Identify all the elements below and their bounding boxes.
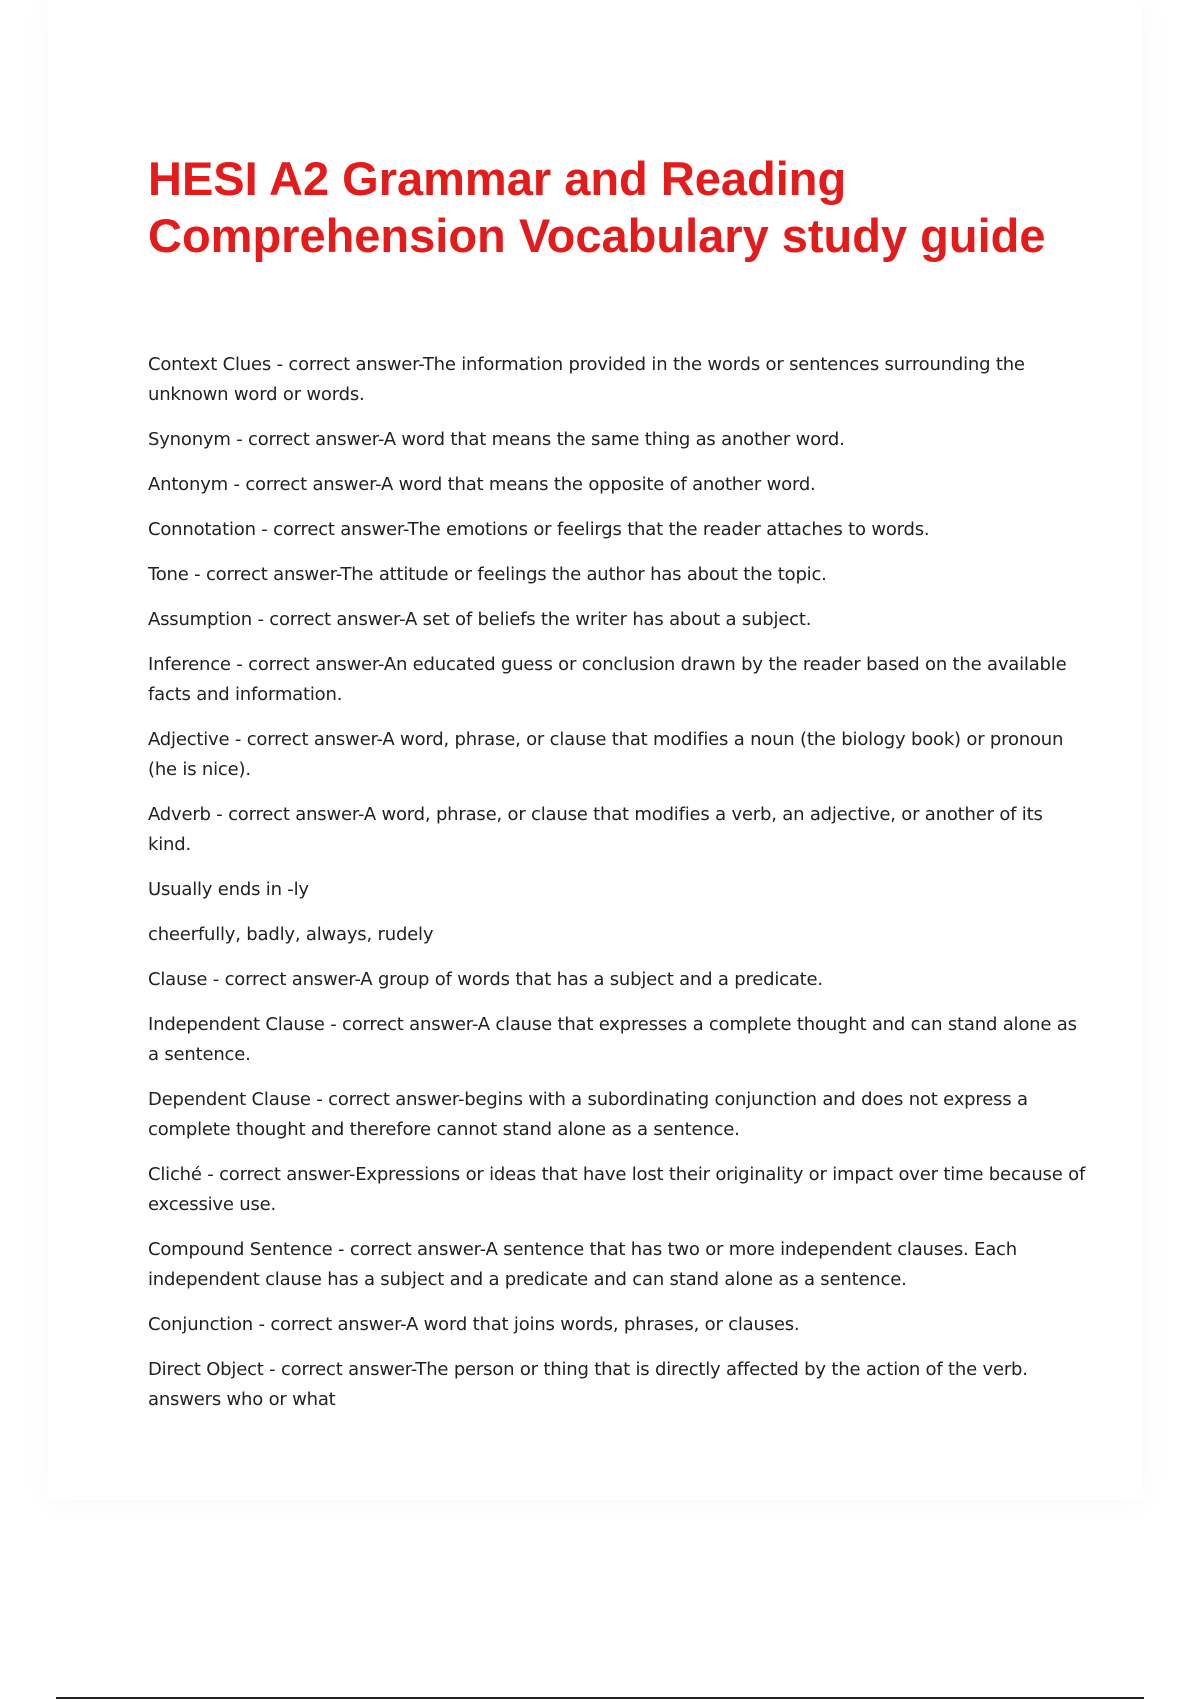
title-line-1: HESI A2 Grammar and Reading: [148, 152, 847, 205]
vocabulary-note: Usually ends in -ly: [148, 879, 309, 900]
vocabulary-entry: Adverb - correct answer-A word, phrase, or clause that modifies a verb, an adjective, or another of its kind.: [148, 804, 1043, 855]
bottom-divider: [56, 1697, 1144, 1699]
vocabulary-entry: Dependent Clause - correct answer-begins with a subordinating conjunction and does not express a complete thought and therefore cannot stand alone as a sentence.: [148, 1089, 1028, 1140]
vocabulary-entry: Tone - correct answer-The attitude or feelings the author has about the topic.: [148, 564, 827, 585]
vocabulary-entry: Clause - correct answer-A group of words that has a subject and a predicate.: [148, 969, 823, 990]
vocabulary-entry: Context Clues - correct answer-The information provided in the words or sentences surrounding the unknown word or words.: [148, 354, 1025, 405]
vocabulary-entry: Adjective - correct answer-A word, phrase, or clause that modifies a noun (the biology book) or pronoun (he is nice).: [148, 729, 1064, 780]
vocabulary-entry: Cliché - correct answer-Expressions or ideas that have lost their originality or impact over time because of excessive use.: [148, 1164, 1086, 1215]
vocabulary-entry: Inference - correct answer-An educated guess or conclusion drawn by the reader based on the available facts and information.: [148, 654, 1067, 705]
vocabulary-entry: Compound Sentence - correct answer-A sentence that has two or more independent clauses. Each independent clause has a subject and a predicate and can stand alone as a sentence.: [148, 1239, 1017, 1290]
vocabulary-entry: Synonym - correct answer-A word that means the same thing as another word.: [148, 429, 845, 450]
vocabulary-entry: Direct Object - correct answer-The person or thing that is directly affected by the action of the verb. answers who or what: [148, 1359, 1028, 1410]
vocabulary-entry: Assumption - correct answer-A set of beliefs the writer has about a subject.: [148, 609, 812, 630]
vocabulary-entry: Connotation - correct answer-The emotions or feelirgs that the reader attaches to words.: [148, 519, 930, 540]
title-line-2: Comprehension Vocabulary study guide: [148, 209, 1046, 262]
document-title: [148, 150, 1108, 264]
vocabulary-list: [148, 350, 1088, 1430]
vocabulary-entry: Antonym - correct answer-A word that means the opposite of another word.: [148, 474, 816, 495]
vocabulary-note: cheerfully, badly, always, rudely: [148, 924, 434, 945]
vocabulary-entry: Independent Clause - correct answer-A clause that expresses a complete thought and can stand alone as a sentence.: [148, 1014, 1077, 1065]
vocabulary-entry: Conjunction - correct answer-A word that joins words, phrases, or clauses.: [148, 1314, 800, 1335]
